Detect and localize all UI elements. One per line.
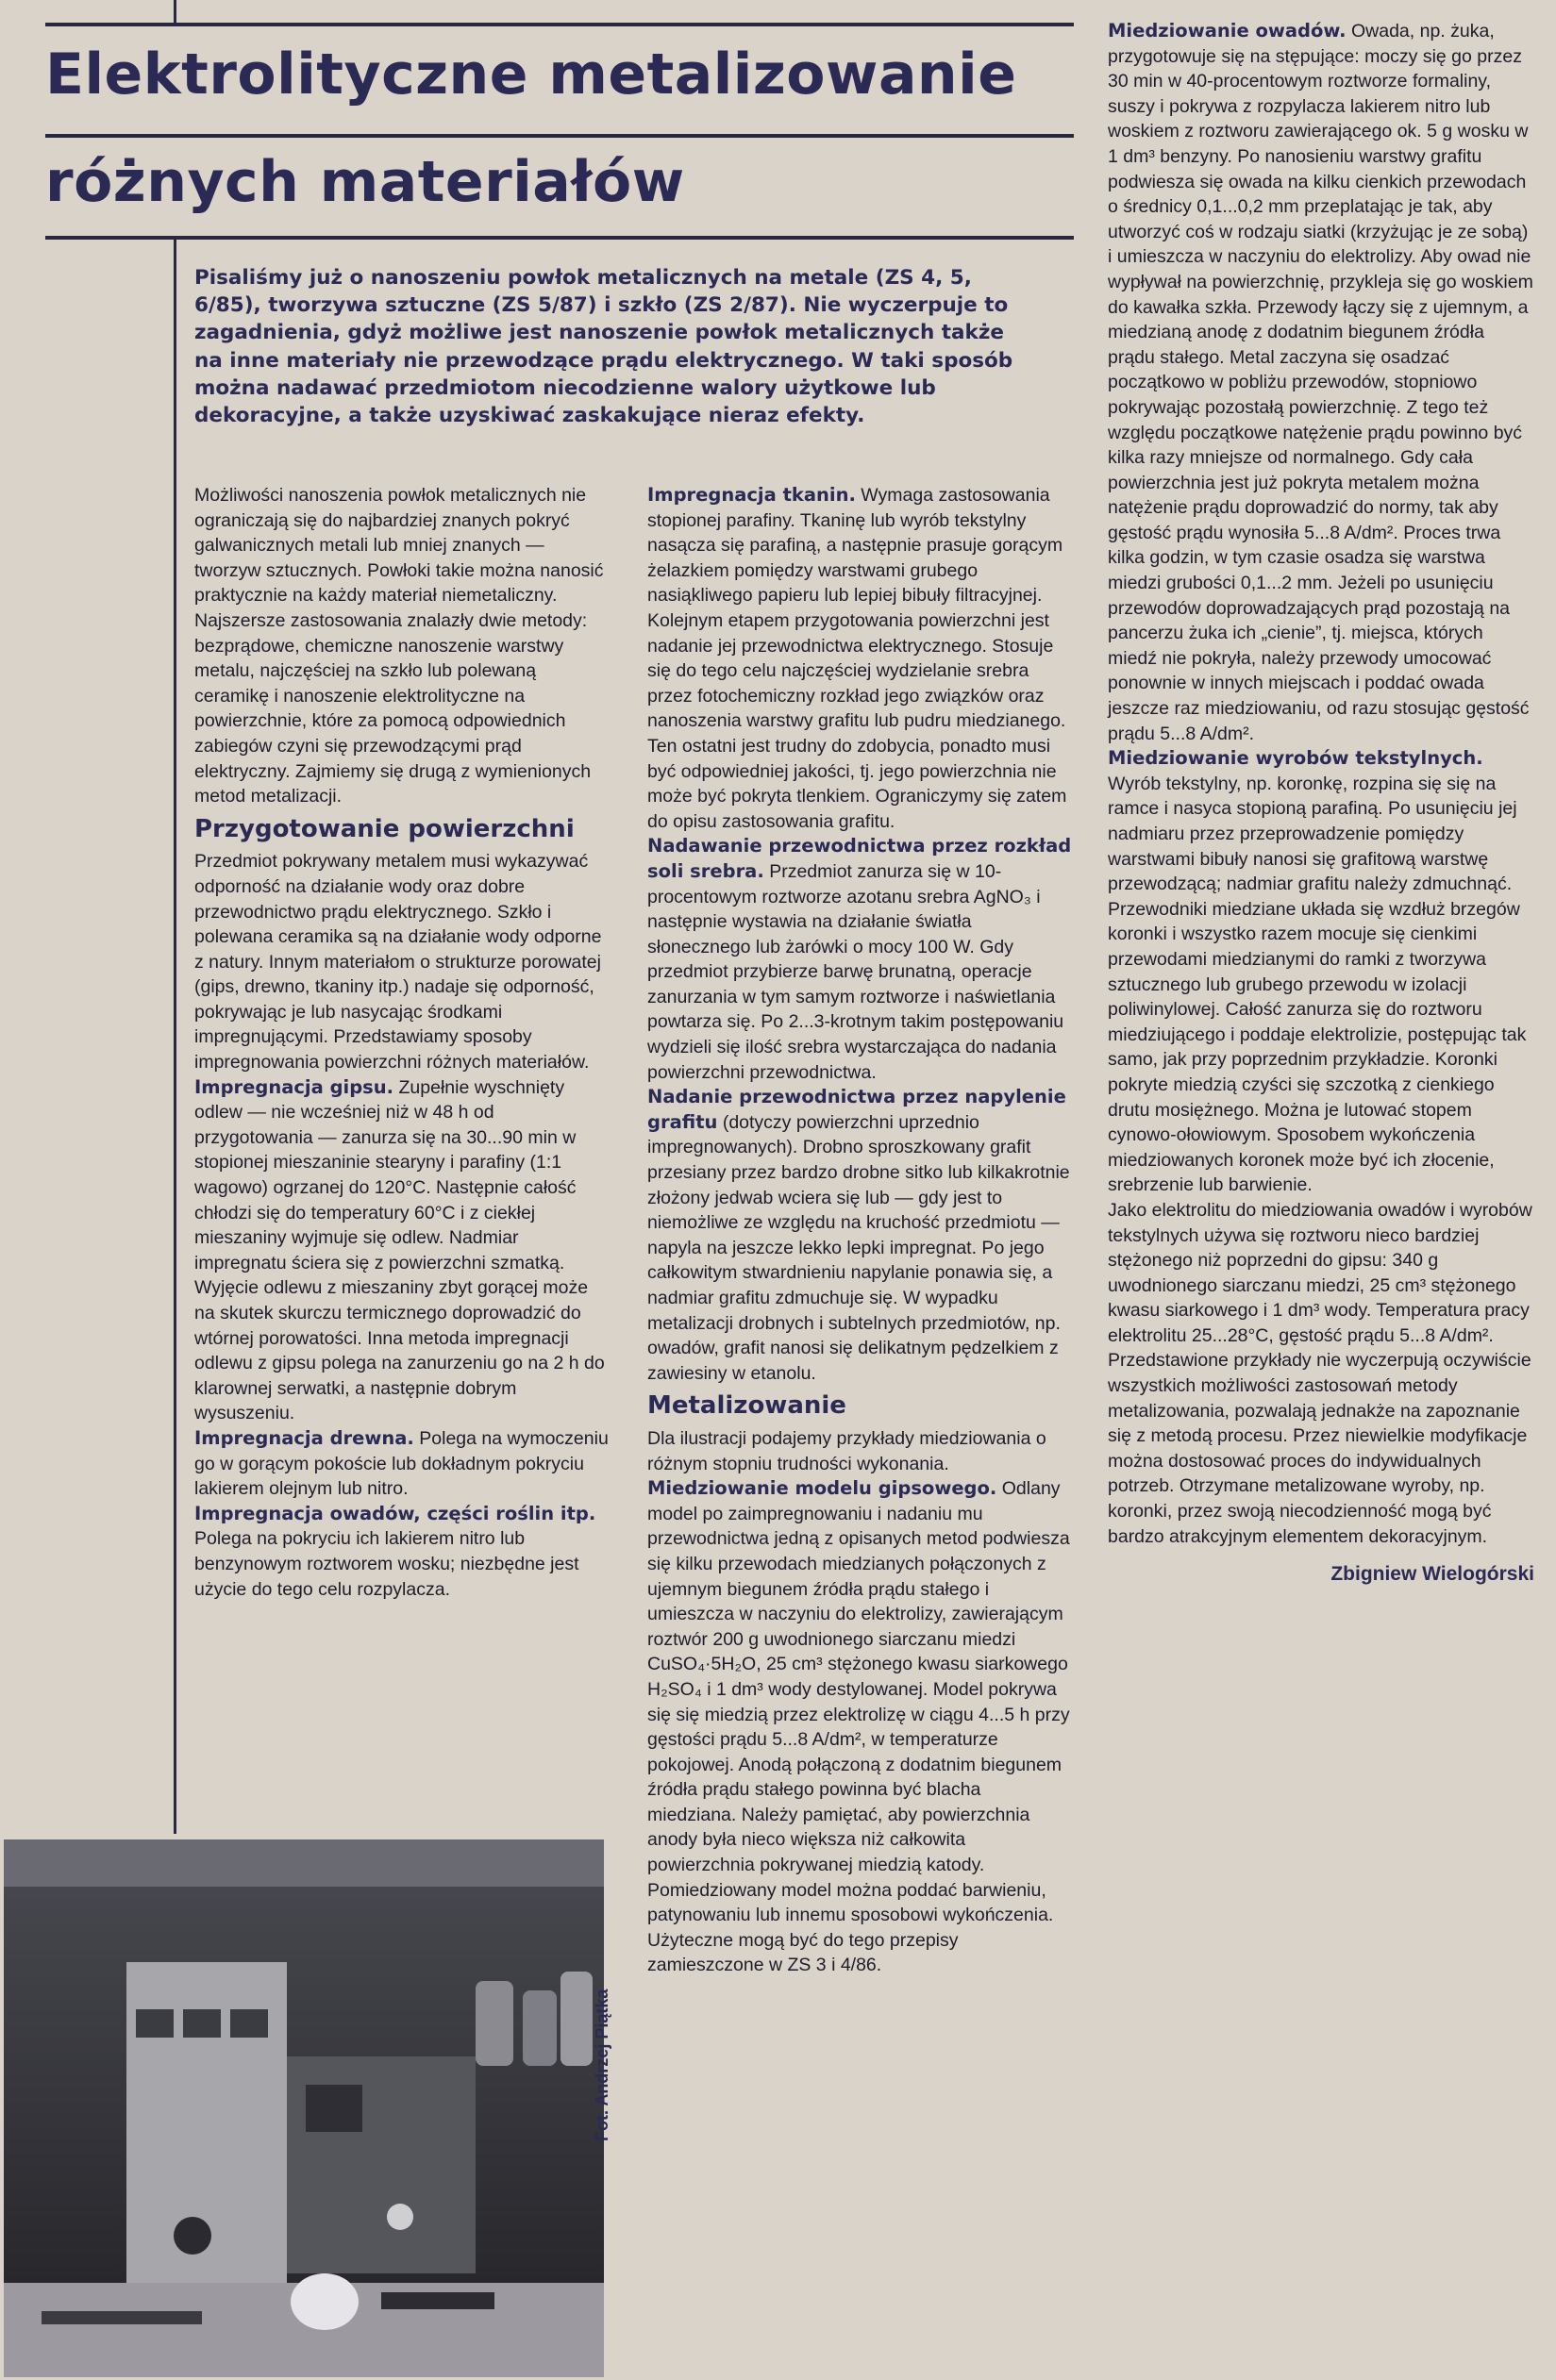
gypsum-model-paragraph bbox=[647, 1476, 1072, 1978]
title-bottom-rule bbox=[45, 236, 1074, 240]
graphite-paragraph bbox=[647, 1085, 1072, 1386]
graphite-run-in-heading: Nadanie przewodnictwa przez napylenie grafitu bbox=[647, 1086, 1066, 1133]
textile-plating-paragraph bbox=[1108, 746, 1534, 1198]
fabric-impregnation-paragraph bbox=[647, 483, 1072, 834]
textile-plating-run-in-heading: Miedziowanie wyrobów tekstylnych. bbox=[1108, 747, 1483, 770]
metallizing-intro: Dla ilustracji podajemy przykłady miedziowania o różnym stopniu trudności wykonania. bbox=[647, 1427, 1046, 1474]
insect-plating-text: Owada, np. żuka, przygotowuje się na stępujące: moczy się go przez 30 min w 40-procentowym roztworze formaliny, suszy i pokrywa z rozpylacza lakierem nitro lub woskiem z roztworu zawierającego ok. 5 g wosku w 1 dm³ benzyny. Po nanosieniu warstwy grafitu podwiesza się owada na kilku cienkich przewodach o średnicy 0,1...0,2 mm przeplatając je tak, aby utworzyć coś w rodzaju siatki (krzyżując je ze sobą) i umieszcza w naczyniu do elektrolizy. Aby owad nie wypływał na powierzchnię, przykleja się go woskiem do kawałka szkła. Przewody łączy się z ujemnym, a miedzianą anodę z dodatnim biegunem źródła prądu stałego. Metal zaczyna się osadzać początkowo w pobliżu przewodów, stopniowo pokrywając pozostałą powierzchnię. Z tego też względu początkowe natężenie prądu powinno być kilka razy mniejsze od normalnego. Gdy cała powierzchnia jest już pokryta metalem można natężenie prądu doprowadzić do normy, tak aby gęstość prądu wynosiła 5...8 A/dm². Proces trwa kilka godzin, w tym czasie osadza się warstwa miedzi grubości 0,1...2 mm. Jeżeli po usunięciu przewodów doprowadzających prąd pozostają na pancerzu żuka ich „cienie”, tj. miejsca, których miedź nie pokryła, należy przewody umocować ponownie w innych miejscach i poddać owada jeszcze raz miedziowaniu, od razu stosując gęstość prądu 5...8 A/dm². bbox=[1108, 21, 1533, 744]
title-top-rule bbox=[45, 23, 1074, 26]
gypsum-impregnation-paragraph bbox=[194, 1075, 610, 1426]
left-vertical-rule bbox=[174, 240, 176, 1834]
gypsum-text: Zupełnie wyschnięty odlew — nie wcześniej niż w 48 h od przygotowania — zanurza się na 30...90 min w stopionej mieszaninie stearyny i parafiny (1:1 wagowo) ogrzanej do 120°C. Następnie całość chłodzi się do temperatury 60°C i z ciekłej mieszaniny wyjmuje się odlew. Nadmiar impregnatu ściera się z powierzchni szmatką. Wyjęcie odlewu z mieszaniny zbyt gorącej może na skutek skurczu termicznego doprowadzić do wtórnej porowatości. Inna metoda impregnacji odlewu z gipsu polega na zanurzeniu go na 2 h do klarownej serwatki, a następnie dobrym wysuszeniu. bbox=[194, 1076, 605, 1424]
insects-run-in-heading: Impregnacja owadów, części roślin itp. bbox=[194, 1502, 596, 1524]
silver-salt-paragraph bbox=[647, 834, 1072, 1085]
article-title-line-2: różnych materiałów bbox=[45, 149, 685, 215]
column-3 bbox=[1108, 19, 1534, 1588]
author-name: Zbigniew Wielogórski bbox=[1330, 1563, 1534, 1586]
top-vertical-rule bbox=[174, 0, 176, 23]
photo-credit: Fot. Andrzej Piątka bbox=[593, 1989, 611, 2141]
electrolyte-paragraph: Jako elektrolitu do miedziowania owadów i wyrobów tekstylnych używa się roztworu nieco bardziej stężonego niż poprzedni do gipsu: 340 g uwodnionego siarczanu miedzi, 25 cm³ stężonego kwasu siarkowego i 1 dm³ wody. Temperatura pracy elektrolitu 25...28°C, gęstość prądu 5...8 A/dm². bbox=[1108, 1199, 1532, 1346]
article-lead: Pisaliśmy już o nanoszeniu powłok metalicznych na metale (ZS 4, 5, 6/85), tworzywa sztuczne (ZS 5/87) i szkło (ZS 2/87). Nie wyczerpuje to zagadnienia, gdyż możliwe jest nanoszenie powłok metalicznych także na inne materiały nie przewodzące prądu elektrycznego. W taki sposób można nadawać przedmiotom niecodzienne walory użytkowe lub dekoracyjne, a także uzyskiwać zaskakujące nieraz efekty. bbox=[194, 266, 1013, 428]
intro-paragraph: Możliwości nanoszenia powłok metalicznych nie ograniczają się do najbardziej znanych pokryć galwanicznych metali lub mniej znanych — tworzyw sztucznych. Powłoki takie można nanosić praktycznie na każdy materiał niemetaliczny. Najszersze zastosowania znalazły dwie metody: bezprądowe, chemiczne nanoszenie warstwy metalu, najczęściej na szkło lub polewaną ceramikę i nanoszenie elektrolityczne na powierzchnie, które za pomocą odpowiednich zabiegów czyni się przewodzącymi prąd elektryczny. Zajmiemy się drugą z wymienionych metod metalizacji. bbox=[194, 485, 604, 807]
heading-surface-preparation: Przygotowanie powierzchni bbox=[194, 814, 575, 843]
article-title-line-1: Elektrolityczne metalizowanie bbox=[45, 42, 1017, 108]
closing-paragraph: Przedstawione przykłady nie wyczerpują oczywiście wszystkich możliwości zastosowań metody metalizowania, pozwalają jednakże na zapoznanie się z metodą procesu. Przez niewielkie modyfikacje można dostosować proces do indywidualnych potrzeb. Otrzymane metalizowane wyroby, np. koronki, przez swoją niecodzienność mogą być bardzo atrakcyjnym elementem dekoracyjnym. bbox=[1108, 1350, 1531, 1547]
silver-text: Przedmiot zanurza się w 10-procentowym roztworze azotanu srebra AgNO₃ i następnie wystawia na działanie światła słonecznego lub żarówki o mocy 100 W. Gdy przedmiot przybierze barwę brunatną, operacje zanurzania w tym samym roztworze i naświetlania powtarza się. Po 2...3-krotnym takim postępowaniu wydzieli się ilość srebra wystarczająca do nadania powierzchni przewodnictwa. bbox=[647, 860, 1064, 1083]
fabric-run-in-heading: Impregnacja tkanin. bbox=[647, 484, 856, 506]
insect-plating-run-in-heading: Miedziowanie owadów. bbox=[1108, 20, 1347, 42]
silver-run-in-heading: Nadawanie przewodnictwa przez rozkład soli srebra. bbox=[647, 835, 1072, 882]
wood-impregnation-paragraph bbox=[194, 1426, 610, 1502]
preparation-paragraph: Przedmiot pokrywany metalem musi wykazywać odporność na działanie wody oraz dobre przewodnictwo prądu elektrycznego. Szkło i polewana ceramika są na działanie wody odporne z natury. Innym materiałom o strukturze porowatej (gips, drewno, tkaniny itp.) nadaje się odporność, pokrywając je lub nasycając środkami impregnującymi. Przedstawiamy sposoby impregnowania powierzchni różnych materiałów. bbox=[194, 851, 602, 1073]
column-2 bbox=[647, 483, 1072, 1978]
article-photo bbox=[4, 1839, 604, 2377]
title-middle-rule bbox=[45, 134, 1074, 138]
insects-impregnation-paragraph bbox=[194, 1502, 610, 1602]
wood-text: Polega na wymoczeniu go w gorącym pokoście lub dokładnym pokryciu lakierem olejnym lub nitro. bbox=[194, 1427, 609, 1500]
insect-plating-paragraph bbox=[1108, 19, 1534, 746]
gypsum-run-in-heading: Impregnacja gipsu. bbox=[194, 1075, 394, 1098]
gypsum-model-run-in-heading: Miedziowanie modelu gipsowego. bbox=[647, 1477, 997, 1500]
graphite-text: (dotyczy powierzchni uprzednio impregnowanych). Drobno sproszkowany grafit przesiany przez bardzo drobne sitko lub kilkakrotnie złożony jedwab wciera się lub — gdy jest to niemożliwe ze względu na kruchość przedmiotu — napyla na jeszcze lekko lepki impregnat. Po jego całkowitym stwardnieniu napylanie ponawia się, a nadmiar grafitu zdmuchuje się. W wypadku metalizacji drobnych i subtelnych przedmiotów, np. owadów, grafit nanosi się delikatnym pędzelkiem z zawiesiny w etanolu. bbox=[647, 1111, 1070, 1384]
insects-text: Polega na pokryciu ich lakierem nitro lub benzynowym roztworem wosku; niezbędne jest użycie do tego celu rozpylacza. bbox=[194, 1528, 579, 1600]
photo-illustration bbox=[4, 1839, 604, 2377]
wood-run-in-heading: Impregnacja drewna. bbox=[194, 1426, 414, 1449]
column-1 bbox=[194, 483, 610, 1602]
textile-plating-text: Wyrób tekstylny, np. koronkę, rozpina się się na ramce i nasyca stopioną parafiną. Po usunięciu jej nadmiaru przez przeprowadzenie pomiędzy warstwami bibuły nanosi się grafitową warstwę przewodzącą; nadmiar grafitu należy zdmuchnąć. Przewodniki miedziane układa się wzdłuż brzegów koronki i wszystko razem mocuje się cienkimi przewodami miedzianymi do ramki z tworzywa sztucznego lub grubego przewodu w izolacji poliwinylowej. Całość zanurza się do roztworu miedziującego i poddaje elektrolizie, postępując tak samo, jak przy poprzednim przykładzie. Koronki pokryte miedzią czyści się szczotką z cienkiego drutu mosiężnego. Można je lutować stopem cynowo-ołowiowym. Sposobem wykończenia miedziowanych koronek może być ich złocenie, srebrzenie lub barwienie. bbox=[1108, 773, 1527, 1196]
fabric-text: Wymaga zastosowania stopionej parafiny. Tkaninę lub wyrób tekstylny nasącza się parafiną, a następnie prasuje gorącym żelazkiem pomiędzy warstwami grubego nasiąkliwego papieru lub lepiej bibuły filtracyjnej. Kolejnym etapem przygotowania powierzchni jest nadanie jej przewodnictwa elektrycznego. Stosuje się do tego celu najczęściej wydzielanie srebra przez fotochemiczny rozkład jego związków oraz nanoszenia warstwy grafitu lub pudru miedzianego. Ten ostatni jest trudny do zdobycia, ponadto musi być odpowiedniej jakości, tj. jego powierzchnia nie może być pokryta tlenkiem. Ograniczymy się zatem do opisu zastosowania grafitu. bbox=[647, 485, 1067, 832]
heading-metallizing: Metalizowanie bbox=[647, 1391, 846, 1421]
gypsum-model-text: Odlany model po zaimpregnowaniu i nadaniu mu przewodnictwa jedną z opisanych metod podwiesza się kilku przewodach miedzianych połączonych z ujemnym biegunem źródła prądu stałego i umieszcza w naczyniu do elektrolizy, zawierającym roztwór 200 g uwodnionego siarczanu miedzi CuSO₄·5H₂O, 25 cm³ stężonego kwasu siarkowego H₂SO₄ i 1 dm³ wody destylowanej. Model pokrywa się się miedzią przez elektrolizę w ciągu 4...5 h przy gęstości prądu 5...8 A/dm², w temperaturze pokojowej. Anodą połączoną z dodatnim biegunem źródła prądu stałego powinna być blacha miedziana. Należy pamiętać, aby powierzchnia anody była nieco większa niż całkowita powierzchnia pokrywanej miedzią katody. Pomiedziowany model można poddać barwieniu, patynowaniu lub innemu sposobowi wykończenia. Użyteczne mogą być do tego przepisy zamieszczone w ZS 3 i 4/86. bbox=[647, 1478, 1070, 1976]
